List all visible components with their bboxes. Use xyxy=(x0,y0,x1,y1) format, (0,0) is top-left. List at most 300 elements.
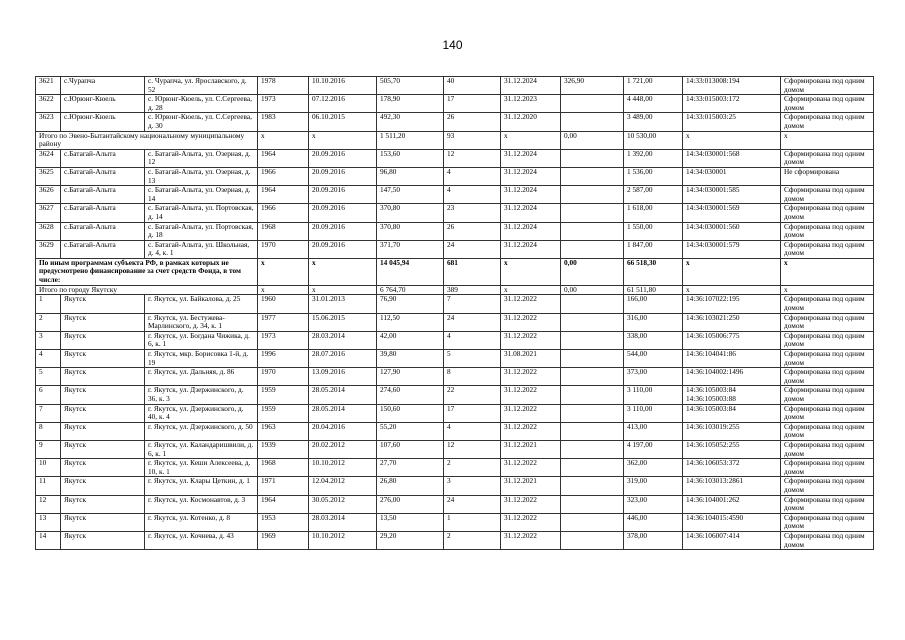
planned-date-cell: 31.12.2023 xyxy=(501,95,561,113)
land-status-cell: Сформирована под одним домом xyxy=(781,513,874,531)
build-year-cell: 1960 xyxy=(258,295,309,313)
cadastral-number-cell: 14:36:106007:414 xyxy=(683,531,781,549)
settlement-cell: с.Батагай-Алыта xyxy=(61,149,145,167)
residents-cell: 4 xyxy=(444,331,501,349)
area-cell: 6 764,70 xyxy=(377,285,444,295)
cadastral-number-cell: 14:36:103013:2861 xyxy=(683,477,781,495)
planned-date-cell: 31.12.2022 xyxy=(501,459,561,477)
planned-date-cell: 31.12.2022 xyxy=(501,422,561,440)
area-extra-cell xyxy=(561,422,624,440)
area-extra-cell xyxy=(561,313,624,331)
land-status-cell: Сформирована под одним домом xyxy=(781,186,874,204)
row-number-cell: 3623 xyxy=(36,113,61,131)
land-status-cell: Сформирована под одним домом xyxy=(781,459,874,477)
settlement-cell: Якутск xyxy=(61,531,145,549)
cadastral-number-cell: 14:33:015003:172 xyxy=(683,95,781,113)
table-row xyxy=(36,350,874,368)
address-cell: с. Батагай-Алыта, ул. Портовская, д. 18 xyxy=(145,222,258,240)
residents-cell: 681 xyxy=(444,258,501,285)
row-number-cell: 3 xyxy=(36,331,61,349)
row-number-cell: 12 xyxy=(36,495,61,513)
planned-date-cell: 31.12.2022 xyxy=(501,313,561,331)
table-row xyxy=(36,422,874,440)
cadastral-number-cell: 14:36:105003:84 14:36:105003:88 xyxy=(683,386,781,404)
emergency-date-cell: x xyxy=(309,285,377,295)
cadastral-number-cell: 14:34:030001 xyxy=(683,167,781,185)
address-cell: с. Юрюнг-Кюель, ул. С.Сергеева, д. 28 xyxy=(145,95,258,113)
area-cell: 76,90 xyxy=(377,295,444,313)
summary-row xyxy=(36,285,874,295)
planned-date-cell: 31.12.2021 xyxy=(501,477,561,495)
residents-cell: 40 xyxy=(444,77,501,95)
table-row xyxy=(36,531,874,549)
land-status-cell: Сформирована под одним домом xyxy=(781,440,874,458)
planned-date-cell: 31.12.2024 xyxy=(501,149,561,167)
land-area-cell: 362,00 xyxy=(624,459,683,477)
area-cell: 27,70 xyxy=(377,459,444,477)
planned-date-cell: 31.12.2022 xyxy=(501,368,561,386)
emergency-date-cell: 13.09.2016 xyxy=(309,368,377,386)
land-status-cell: Сформирована под одним домом xyxy=(781,331,874,349)
settlement-cell: Якутск xyxy=(61,295,145,313)
cadastral-number-cell: 14:36:103019:255 xyxy=(683,422,781,440)
planned-date-cell: 31.12.2022 xyxy=(501,386,561,404)
area-extra-cell: 326,90 xyxy=(561,77,624,95)
build-year-cell: 1968 xyxy=(258,459,309,477)
table-row xyxy=(36,95,874,113)
area-extra-cell xyxy=(561,440,624,458)
row-number-cell: 1 xyxy=(36,295,61,313)
build-year-cell: x xyxy=(258,285,309,295)
area-extra-cell: 0,00 xyxy=(561,285,624,295)
residents-cell: 24 xyxy=(444,313,501,331)
build-year-cell: 1966 xyxy=(258,167,309,185)
build-year-cell: 1973 xyxy=(258,331,309,349)
settlement-cell: Якутск xyxy=(61,477,145,495)
build-year-cell: x xyxy=(258,258,309,285)
address-cell: с. Юрюнг-Кюель, ул. С.Сергеева, д. 30 xyxy=(145,113,258,131)
address-cell: г. Якутск, ул. Бестужева-Марлинского, д. 34, к. 1 xyxy=(145,313,258,331)
planned-date-cell: 31.12.2024 xyxy=(501,186,561,204)
cadastral-number-cell: 14:36:105006:775 xyxy=(683,331,781,349)
settlement-cell: с.Батагай-Алыта xyxy=(61,222,145,240)
land-status-cell: Сформирована под одним домом xyxy=(781,477,874,495)
area-cell: 153,60 xyxy=(377,149,444,167)
cadastral-number-cell: 14:33:013008:194 xyxy=(683,77,781,95)
land-status-cell: x xyxy=(781,258,874,285)
land-area-cell: 1 392,00 xyxy=(624,149,683,167)
area-cell: 112,50 xyxy=(377,313,444,331)
address-cell: г. Якутск, ул. Каландаришвили, д. 6, к. 1 xyxy=(145,440,258,458)
land-status-cell: Сформирована под одним домом xyxy=(781,113,874,131)
build-year-cell: 1959 xyxy=(258,404,309,422)
land-status-cell: Сформирована под одним домом xyxy=(781,149,874,167)
land-status-cell: Сформирована под одним домом xyxy=(781,495,874,513)
emergency-date-cell: 28.07.2016 xyxy=(309,350,377,368)
table-row xyxy=(36,404,874,422)
settlement-cell: Якутск xyxy=(61,513,145,531)
settlement-cell: Якутск xyxy=(61,422,145,440)
address-cell: с. Батагай-Алыта, ул. Портовская, д. 14 xyxy=(145,204,258,222)
area-cell: 274,60 xyxy=(377,386,444,404)
area-cell: 150,60 xyxy=(377,404,444,422)
build-year-cell: 1964 xyxy=(258,186,309,204)
address-cell: г. Якутск, ул. Космонавтов, д. 3 xyxy=(145,495,258,513)
table-row xyxy=(36,240,874,258)
planned-date-cell: 31.12.2020 xyxy=(501,113,561,131)
cadastral-number-cell: 14:34:030001:585 xyxy=(683,186,781,204)
emergency-date-cell: 10.10.2012 xyxy=(309,531,377,549)
planned-date-cell: 31.12.2022 xyxy=(501,531,561,549)
row-number-cell: 3627 xyxy=(36,204,61,222)
settlement-cell: Якутск xyxy=(61,331,145,349)
planned-date-cell: 31.12.2024 xyxy=(501,204,561,222)
cadastral-number-cell: 14:36:107022:195 xyxy=(683,295,781,313)
row-number-cell: 3628 xyxy=(36,222,61,240)
area-extra-cell xyxy=(561,149,624,167)
area-cell: 127,90 xyxy=(377,368,444,386)
summary-label: По иным программам субъекта РФ, в рамках которых не предусмотрено финансирование за счет средств Фонда, в том числе: xyxy=(36,258,258,285)
planned-date-cell: 31.12.2024 xyxy=(501,77,561,95)
planned-date-cell: 31.12.2022 xyxy=(501,495,561,513)
area-extra-cell xyxy=(561,531,624,549)
address-cell: г. Якутск, ул. Байкалова, д. 25 xyxy=(145,295,258,313)
residents-cell: 7 xyxy=(444,295,501,313)
table-row xyxy=(36,204,874,222)
land-area-cell: 3 489,00 xyxy=(624,113,683,131)
land-area-cell: 4 197,00 xyxy=(624,440,683,458)
page-number: 140 xyxy=(442,38,463,52)
emergency-date-cell: 20.09.2016 xyxy=(309,149,377,167)
build-year-cell: 1983 xyxy=(258,113,309,131)
area-cell: 26,80 xyxy=(377,477,444,495)
land-status-cell: Сформирована под одним домом xyxy=(781,350,874,368)
area-cell: 492,30 xyxy=(377,113,444,131)
land-status-cell: Не сформирована xyxy=(781,167,874,185)
land-area-cell: 1 618,00 xyxy=(624,204,683,222)
emergency-date-cell: 07.12.2016 xyxy=(309,95,377,113)
residents-cell: 2 xyxy=(444,459,501,477)
residents-cell: 2 xyxy=(444,531,501,549)
area-cell: 96,80 xyxy=(377,167,444,185)
emergency-date-cell: 20.04.2016 xyxy=(309,422,377,440)
emergency-date-cell: 28.05.2014 xyxy=(309,404,377,422)
settlement-cell: с.Батагай-Алыта xyxy=(61,240,145,258)
settlement-cell: с.Батагай-Алыта xyxy=(61,204,145,222)
table-row xyxy=(36,459,874,477)
land-area-cell: 323,00 xyxy=(624,495,683,513)
area-cell: 370,80 xyxy=(377,222,444,240)
address-cell: г. Якутск, ул. Дзержинского, д. 40, к. 4 xyxy=(145,404,258,422)
area-extra-cell xyxy=(561,95,624,113)
address-cell: г. Якутск, ул. Дальняя, д. 86 xyxy=(145,368,258,386)
row-number-cell: 7 xyxy=(36,404,61,422)
cadastral-number-cell: 14:36:105003:84 xyxy=(683,404,781,422)
table-row xyxy=(36,513,874,531)
address-cell: г. Якутск, мкр. Борисовка 1-й, д. 19 xyxy=(145,350,258,368)
area-extra-cell xyxy=(561,222,624,240)
planned-date-cell: 31.12.2022 xyxy=(501,404,561,422)
land-status-cell: Сформирована под одним домом xyxy=(781,368,874,386)
area-cell: 14 045,94 xyxy=(377,258,444,285)
land-status-cell: Сформирована под одним домом xyxy=(781,404,874,422)
table-row xyxy=(36,113,874,131)
land-area-cell: 66 518,30 xyxy=(624,258,683,285)
area-cell: 42,00 xyxy=(377,331,444,349)
residents-cell: 93 xyxy=(444,131,501,149)
land-area-cell: 166,00 xyxy=(624,295,683,313)
land-area-cell: 2 587,00 xyxy=(624,186,683,204)
build-year-cell: 1973 xyxy=(258,95,309,113)
area-cell: 371,70 xyxy=(377,240,444,258)
table-row xyxy=(36,222,874,240)
emergency-date-cell: 20.09.2016 xyxy=(309,186,377,204)
settlement-cell: Якутск xyxy=(61,350,145,368)
emergency-date-cell: 15.06.2015 xyxy=(309,313,377,331)
area-cell: 370,80 xyxy=(377,204,444,222)
row-number-cell: 9 xyxy=(36,440,61,458)
build-year-cell: 1964 xyxy=(258,495,309,513)
row-number-cell: 3629 xyxy=(36,240,61,258)
row-number-cell: 14 xyxy=(36,531,61,549)
land-status-cell: Сформирована под одним домом xyxy=(781,313,874,331)
table-row xyxy=(36,477,874,495)
build-year-cell: 1939 xyxy=(258,440,309,458)
residents-cell: 22 xyxy=(444,386,501,404)
settlement-cell: с.Чурапча xyxy=(61,77,145,95)
table-row xyxy=(36,440,874,458)
land-area-cell: 1 550,00 xyxy=(624,222,683,240)
residents-cell: 12 xyxy=(444,440,501,458)
settlement-cell: Якутск xyxy=(61,495,145,513)
cadastral-number-cell: 14:34:030001:560 xyxy=(683,222,781,240)
area-cell: 55,20 xyxy=(377,422,444,440)
land-area-cell: 378,00 xyxy=(624,531,683,549)
area-extra-cell: 0,00 xyxy=(561,258,624,285)
emergency-date-cell: 10.10.2016 xyxy=(309,77,377,95)
area-extra-cell xyxy=(561,167,624,185)
land-status-cell: Сформирована под одним домом xyxy=(781,222,874,240)
build-year-cell: 1966 xyxy=(258,204,309,222)
area-cell: 147,50 xyxy=(377,186,444,204)
residents-cell: 4 xyxy=(444,186,501,204)
row-number-cell: 3622 xyxy=(36,95,61,113)
residents-cell: 3 xyxy=(444,477,501,495)
emergency-date-cell: x xyxy=(309,131,377,149)
residents-cell: 1 xyxy=(444,513,501,531)
cadastral-number-cell: 14:36:104001:262 xyxy=(683,495,781,513)
area-cell: 29,20 xyxy=(377,531,444,549)
planned-date-cell: 31.08.2021 xyxy=(501,350,561,368)
address-cell: с. Чурапча, ул. Ярославского, д. 52 xyxy=(145,77,258,95)
table-row xyxy=(36,167,874,185)
emergency-date-cell: x xyxy=(309,258,377,285)
land-area-cell: 3 110,00 xyxy=(624,404,683,422)
build-year-cell: 1978 xyxy=(258,77,309,95)
emergency-date-cell: 12.04.2012 xyxy=(309,477,377,495)
table-row xyxy=(36,313,874,331)
cadastral-number-cell: x xyxy=(683,258,781,285)
row-number-cell: 10 xyxy=(36,459,61,477)
build-year-cell: 1969 xyxy=(258,531,309,549)
planned-date-cell: 31.12.2022 xyxy=(501,295,561,313)
cadastral-number-cell: 14:36:106053:372 xyxy=(683,459,781,477)
residents-cell: 26 xyxy=(444,222,501,240)
row-number-cell: 11 xyxy=(36,477,61,495)
planned-date-cell: 31.12.2021 xyxy=(501,440,561,458)
registry-body xyxy=(36,77,874,550)
summary-row xyxy=(36,131,874,149)
area-cell: 505,70 xyxy=(377,77,444,95)
area-cell: 13,50 xyxy=(377,513,444,531)
address-cell: с. Батагай-Алыта, ул. Озерная, д. 14 xyxy=(145,186,258,204)
land-area-cell: 373,00 xyxy=(624,368,683,386)
residents-cell: 4 xyxy=(444,167,501,185)
address-cell: г. Якутск, ул. Кочнева, д. 43 xyxy=(145,531,258,549)
area-extra-cell xyxy=(561,295,624,313)
table-row xyxy=(36,368,874,386)
land-area-cell: 316,00 xyxy=(624,313,683,331)
row-number-cell: 3624 xyxy=(36,149,61,167)
cadastral-number-cell: x xyxy=(683,131,781,149)
row-number-cell: 3625 xyxy=(36,167,61,185)
area-extra-cell xyxy=(561,513,624,531)
residents-cell: 17 xyxy=(444,404,501,422)
emergency-date-cell: 10.10.2012 xyxy=(309,459,377,477)
build-year-cell: 1964 xyxy=(258,149,309,167)
build-year-cell: 1996 xyxy=(258,350,309,368)
table-row xyxy=(36,77,874,95)
land-status-cell: Сформирована под одним домом xyxy=(781,77,874,95)
planned-date-cell: 31.12.2024 xyxy=(501,167,561,185)
area-extra-cell xyxy=(561,204,624,222)
land-area-cell: 3 110,00 xyxy=(624,386,683,404)
row-number-cell: 13 xyxy=(36,513,61,531)
table-row xyxy=(36,331,874,349)
settlement-cell: Якутск xyxy=(61,313,145,331)
planned-date-cell: 31.12.2022 xyxy=(501,513,561,531)
residents-cell: 23 xyxy=(444,204,501,222)
planned-date-cell: x xyxy=(501,258,561,285)
settlement-cell: Якутск xyxy=(61,386,145,404)
land-status-cell: Сформирована под одним домом xyxy=(781,422,874,440)
land-area-cell: 544,00 xyxy=(624,350,683,368)
land-area-cell: 338,00 xyxy=(624,331,683,349)
area-extra-cell xyxy=(561,477,624,495)
table-row xyxy=(36,186,874,204)
residents-cell: 389 xyxy=(444,285,501,295)
row-number-cell: 5 xyxy=(36,368,61,386)
land-status-cell: x xyxy=(781,285,874,295)
address-cell: г. Якутск, ул. Котенко, д. 8 xyxy=(145,513,258,531)
row-number-cell: 4 xyxy=(36,350,61,368)
cadastral-number-cell: 14:34:030001:569 xyxy=(683,204,781,222)
address-cell: с. Батагай-Алыта, ул. Озерная, д. 12 xyxy=(145,149,258,167)
residents-cell: 26 xyxy=(444,113,501,131)
cadastral-number-cell: 14:36:105052:255 xyxy=(683,440,781,458)
area-extra-cell xyxy=(561,386,624,404)
build-year-cell: 1953 xyxy=(258,513,309,531)
residents-cell: 8 xyxy=(444,368,501,386)
planned-date-cell: 31.12.2022 xyxy=(501,331,561,349)
table-row xyxy=(36,386,874,404)
land-status-cell: Сформирована под одним домом xyxy=(781,531,874,549)
address-cell: г. Якутск, ул. Дзержинского, д. 36, к. 3 xyxy=(145,386,258,404)
emergency-date-cell: 28.03.2014 xyxy=(309,331,377,349)
area-extra-cell xyxy=(561,331,624,349)
emergency-date-cell: 20.09.2016 xyxy=(309,222,377,240)
address-cell: с. Батагай-Алыта, ул. Школьная, д. 4, к. 1 xyxy=(145,240,258,258)
planned-date-cell: x xyxy=(501,285,561,295)
settlement-cell: с.Батагай-Алыта xyxy=(61,167,145,185)
build-year-cell: 1959 xyxy=(258,386,309,404)
residents-cell: 24 xyxy=(444,240,501,258)
build-year-cell: 1977 xyxy=(258,313,309,331)
cadastral-number-cell: 14:33:015003:25 xyxy=(683,113,781,131)
area-extra-cell xyxy=(561,459,624,477)
row-number-cell: 8 xyxy=(36,422,61,440)
summary-label: Итого по городу Якутску xyxy=(36,285,258,295)
area-extra-cell xyxy=(561,240,624,258)
land-status-cell: Сформирована под одним домом xyxy=(781,386,874,404)
land-area-cell: 413,00 xyxy=(624,422,683,440)
emergency-date-cell: 20.02.2012 xyxy=(309,440,377,458)
planned-date-cell: x xyxy=(501,131,561,149)
area-extra-cell xyxy=(561,350,624,368)
summary-row xyxy=(36,258,874,285)
residents-cell: 17 xyxy=(444,95,501,113)
address-cell: г. Якутск, ул. Клары Цеткин, д. 1 xyxy=(145,477,258,495)
build-year-cell: 1963 xyxy=(258,422,309,440)
settlement-cell: Якутск xyxy=(61,440,145,458)
residents-cell: 5 xyxy=(444,350,501,368)
address-cell: г. Якутск, ул. Богдана Чижика, д. 6, к. 1 xyxy=(145,331,258,349)
settlement-cell: с.Юрюнг-Кюель xyxy=(61,113,145,131)
residents-cell: 4 xyxy=(444,422,501,440)
residents-cell: 24 xyxy=(444,495,501,513)
land-area-cell: 446,00 xyxy=(624,513,683,531)
build-year-cell: 1970 xyxy=(258,240,309,258)
row-number-cell: 6 xyxy=(36,386,61,404)
build-year-cell: 1970 xyxy=(258,368,309,386)
cadastral-number-cell: 14:36:104015:4590 xyxy=(683,513,781,531)
planned-date-cell: 31.12.2024 xyxy=(501,240,561,258)
area-cell: 1 511,20 xyxy=(377,131,444,149)
cadastral-number-cell: 14:36:104041:86 xyxy=(683,350,781,368)
area-cell: 39,80 xyxy=(377,350,444,368)
build-year-cell: 1971 xyxy=(258,477,309,495)
area-extra-cell xyxy=(561,368,624,386)
planned-date-cell: 31.12.2024 xyxy=(501,222,561,240)
area-extra-cell xyxy=(561,186,624,204)
build-year-cell: 1968 xyxy=(258,222,309,240)
area-cell: 107,60 xyxy=(377,440,444,458)
emergency-date-cell: 20.09.2016 xyxy=(309,167,377,185)
land-area-cell: 1 847,00 xyxy=(624,240,683,258)
emergency-date-cell: 31.01.2013 xyxy=(309,295,377,313)
land-area-cell: 10 530,00 xyxy=(624,131,683,149)
land-status-cell: x xyxy=(781,131,874,149)
address-cell: г. Якутск, ул. Кеши Алексеева, д. 10, к. 1 xyxy=(145,459,258,477)
emergency-date-cell: 28.05.2014 xyxy=(309,386,377,404)
area-cell: 276,00 xyxy=(377,495,444,513)
cadastral-number-cell: 14:36:104002:1496 xyxy=(683,368,781,386)
emergency-date-cell: 30.05.2012 xyxy=(309,495,377,513)
row-number-cell: 3626 xyxy=(36,186,61,204)
row-number-cell: 2 xyxy=(36,313,61,331)
table-row xyxy=(36,295,874,313)
area-extra-cell xyxy=(561,495,624,513)
